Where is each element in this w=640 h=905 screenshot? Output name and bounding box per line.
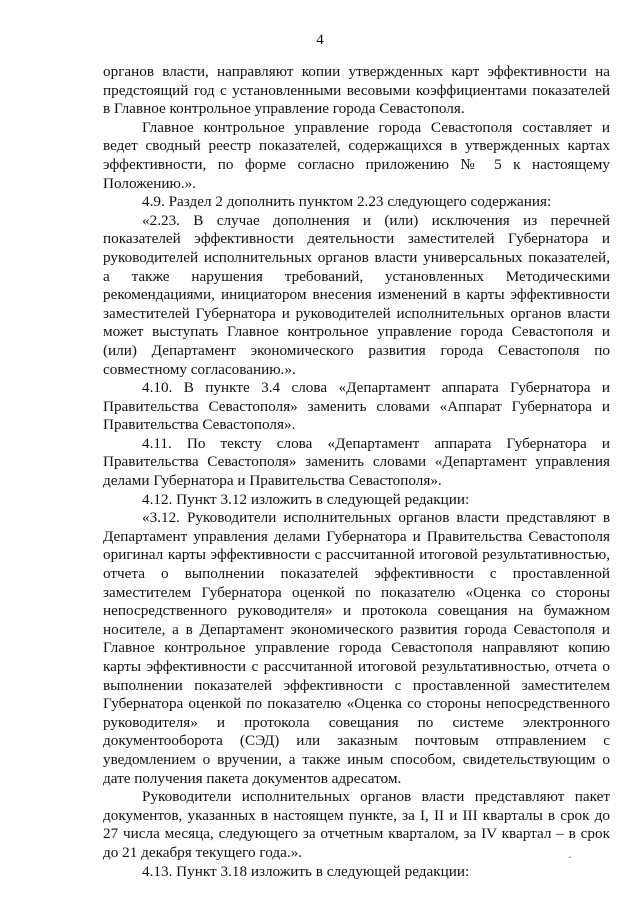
paragraph-continuation: органов власти, направляют копии утвержденных карт эффективности на предстоящий год с установленными весовыми коэффициентами показателей в Главное контрольное управление города Севастополя. [103, 63, 610, 118]
paragraph-consolidated-registry: Главное контрольное управление города Севастополя составляет и ведет сводный реестр показателей, содержащихся в утвержденных картах эффективности, по форме согласно приложению № 5 к настоящему Положению.». [103, 118, 610, 192]
paragraph-item-4-9: 4.9. Раздел 2 дополнить пунктом 2.23 следующего содержания: [142, 193, 552, 211]
paragraph-clause-2-23: «2.23. В случае дополнения и (или) исключения из перечней показателей эффективности деятельности заместителей Губернатора и руководителей исполнительных органов власти универсальных показателей, а также нарушения требований, установленных Методическими рекомендациями, инициатором внесения изменений в карты эффективности заместителей Губернатора и руководителей исполнительных органов власти может выступать Главное контрольное управление города Севастополя и (или) Департамент экономического развития города Севастополя по совместному согласованию.». [103, 211, 610, 378]
paragraph-item-4-10: 4.10. В пункте 3.4 слова «Департамент аппарата Губернатора и Правительства Севастополя» заменить словами «Аппарат Губернатора и Правительства Севастополя». [103, 379, 610, 434]
page-number: 4 [316, 32, 324, 48]
scan-speck: · [568, 850, 572, 864]
paragraph-item-4-12: 4.12. Пункт 3.12 изложить в следующей редакции: [142, 490, 470, 508]
paragraph-clause-3-12: «3.12. Руководители исполнительных органов власти представляют в Департамент управления делами Губернатора и Правительства Севастополя оригинал карты эффективности с рассчитанной итоговой результативностью, отчета о выполнении показателей эффективности с проставленной заместителем Губернатора оценкой по показателю «Оценка со стороны непосредственного руководителя» и протокола совещания на бумажном носителе, а в Департамент экономического развития города Севастополя и Главное контрольное управление города Севастополя направляют копию карты эффективности с рассчитанной итоговой результативностью, отчета о выполнении показателей эффективности с проставленной заместителем Губернатора оценкой по показателю «Оценка со стороны непосредственного руководителя» и протокола совещания по системе электронного документооборота (СЭД) или заказным почтовым отправлением с уведомлением о вручении, а также иным способом, свидетельствующим о дате получения пакета документов адресатом. [103, 509, 610, 787]
paragraph-document-deadlines: Руководители исполнительных органов власти представляют пакет документов, указанных в настоящем пункте, за I, II и III кварталы в срок до 27 числа месяца, следующего за отчетным кварталом, за IV квартал – в срок до 21 декабря текущего года.». [103, 788, 610, 861]
paragraph-item-4-11: 4.11. По тексту слова «Департамент аппарата Губернатора и Правительства Севастополя» заменить словами «Департамент управления делами Губернатора и Правительства Севастополя». [103, 434, 610, 490]
document-body [103, 63, 610, 881]
paragraph-item-4-13: 4.13. Пункт 3.18 изложить в следующей редакции: [142, 862, 470, 880]
